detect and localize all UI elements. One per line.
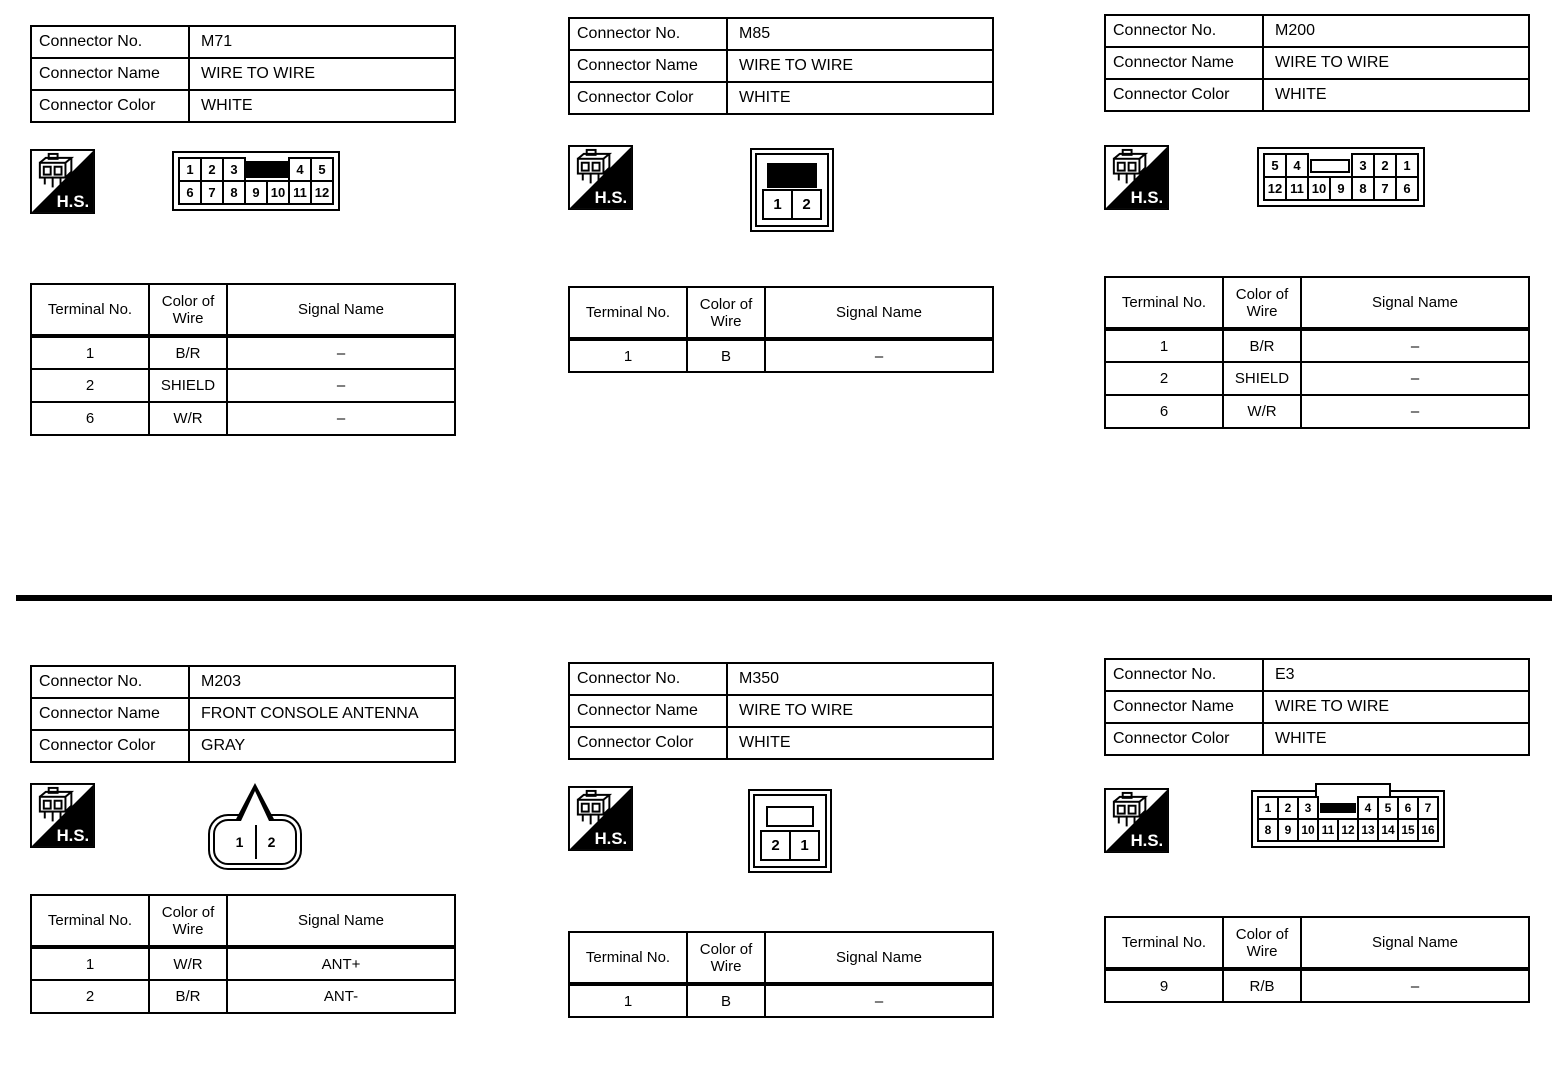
terminal-cell-signal-name: – bbox=[1301, 969, 1529, 1002]
terminal-cell-terminal-no: 1 bbox=[569, 984, 687, 1017]
terminal-table bbox=[30, 894, 456, 1014]
pin-row bbox=[178, 180, 334, 205]
connector-color-value: WHITE bbox=[1263, 79, 1529, 111]
terminal-cell-terminal-no: 1 bbox=[31, 336, 149, 369]
pin-10: 10 bbox=[1307, 176, 1331, 201]
keyway-block bbox=[1310, 159, 1350, 173]
terminal-table-body bbox=[31, 336, 455, 435]
connector-no-value: M200 bbox=[1263, 15, 1529, 47]
terminal-cell-terminal-no: 2 bbox=[31, 369, 149, 402]
pin-row bbox=[760, 801, 820, 832]
terminal-no-header: Terminal No. bbox=[569, 287, 687, 339]
terminal-table bbox=[1104, 916, 1530, 1003]
terminal-cell-terminal-no: 1 bbox=[569, 339, 687, 372]
keyway-block bbox=[767, 163, 817, 188]
connector-name-label: Connector Name bbox=[569, 50, 727, 82]
terminal-cell-terminal-no: 9 bbox=[1105, 969, 1223, 1002]
pin-row bbox=[1263, 153, 1419, 178]
connector-info-table bbox=[30, 665, 456, 763]
connector-info-table bbox=[568, 17, 994, 115]
color-of-wire-header: Color of Wire bbox=[149, 284, 227, 336]
pin-12: 12 bbox=[1337, 818, 1359, 842]
signal-name-header: Signal Name bbox=[227, 895, 455, 947]
pin-8: 8 bbox=[1257, 818, 1279, 842]
pin-6: 6 bbox=[1397, 796, 1419, 820]
hs-badge-label: H.S. bbox=[594, 829, 628, 849]
terminal-cell-terminal-no: 2 bbox=[31, 980, 149, 1013]
connector-no-label: Connector No. bbox=[569, 663, 727, 695]
pin-9: 9 bbox=[1277, 818, 1299, 842]
signal-name-header: Signal Name bbox=[1301, 917, 1529, 969]
pin-9: 9 bbox=[1329, 176, 1353, 201]
connector-color-value: WHITE bbox=[727, 727, 993, 759]
color-of-wire-header: Color of Wire bbox=[687, 287, 765, 339]
connector-section-m203 bbox=[30, 665, 462, 1014]
connector-no-row bbox=[569, 18, 993, 50]
pin-10: 10 bbox=[1297, 818, 1319, 842]
connector-color-label: Connector Color bbox=[31, 90, 189, 122]
connector-no-value: M85 bbox=[727, 18, 993, 50]
pin-3: 3 bbox=[222, 157, 246, 182]
connector-color-label: Connector Color bbox=[31, 730, 189, 762]
pin-row bbox=[178, 157, 334, 182]
pin-2: 2 bbox=[255, 825, 286, 859]
pin-2: 2 bbox=[1373, 153, 1397, 178]
connector-name-row bbox=[31, 58, 455, 90]
signal-name-header: Signal Name bbox=[765, 287, 993, 339]
terminal-cell-signal-name: – bbox=[227, 336, 455, 369]
connector-color-value: WHITE bbox=[1263, 723, 1529, 755]
pin-1: 1 bbox=[224, 825, 255, 859]
terminal-no-header: Terminal No. bbox=[569, 932, 687, 984]
pin-row bbox=[1257, 796, 1439, 820]
keyway-block bbox=[246, 161, 288, 178]
pin-row bbox=[760, 830, 820, 861]
pin-face-diagram bbox=[1257, 147, 1425, 207]
connector-info-table bbox=[568, 662, 994, 760]
pin-4: 4 bbox=[1357, 796, 1379, 820]
page-divider bbox=[16, 595, 1552, 601]
terminal-cell-signal-name: ANT+ bbox=[227, 947, 455, 980]
connector-name-row bbox=[31, 698, 455, 730]
hs-badge-label: H.S. bbox=[1130, 188, 1164, 208]
connector-name-value: WIRE TO WIRE bbox=[189, 58, 455, 90]
pin-face-diagram bbox=[172, 151, 340, 211]
pin-row bbox=[1263, 176, 1419, 201]
terminal-cell-color-of-wire: B bbox=[687, 339, 765, 372]
connector-color-row bbox=[1105, 79, 1529, 111]
terminal-row bbox=[31, 336, 455, 369]
connector-name-label: Connector Name bbox=[31, 58, 189, 90]
terminal-cell-signal-name: – bbox=[1301, 329, 1529, 362]
connector-section-m71 bbox=[30, 25, 462, 436]
terminal-row bbox=[1105, 362, 1529, 395]
signal-name-header: Signal Name bbox=[1301, 277, 1529, 329]
diagram-row bbox=[30, 149, 462, 214]
pin-8: 8 bbox=[1351, 176, 1375, 201]
terminal-header-row bbox=[31, 895, 455, 947]
pin-4: 4 bbox=[288, 157, 312, 182]
diagram-row bbox=[1104, 788, 1536, 853]
connector-info-table bbox=[1104, 658, 1530, 756]
terminal-cell-color-of-wire: W/R bbox=[149, 402, 227, 435]
pin-1: 1 bbox=[178, 157, 202, 182]
terminal-row bbox=[31, 369, 455, 402]
pin-row bbox=[762, 160, 822, 191]
diagram-row bbox=[1104, 145, 1536, 210]
signal-name-header: Signal Name bbox=[765, 932, 993, 984]
pin-2: 2 bbox=[1277, 796, 1299, 820]
connector-name-row bbox=[569, 695, 993, 727]
connector-no-value: E3 bbox=[1263, 659, 1529, 691]
pin-10: 10 bbox=[266, 180, 290, 205]
color-of-wire-header: Color of Wire bbox=[149, 895, 227, 947]
connector-name-value: WIRE TO WIRE bbox=[1263, 691, 1529, 723]
keyway-solid bbox=[244, 157, 290, 182]
connector-color-label: Connector Color bbox=[1105, 723, 1263, 755]
pin-1: 1 bbox=[1395, 153, 1419, 178]
connector-section-e3 bbox=[1104, 658, 1536, 1003]
color-of-wire-header: Color of Wire bbox=[1223, 917, 1301, 969]
pin-3: 3 bbox=[1351, 153, 1375, 178]
terminal-row bbox=[1105, 329, 1529, 362]
pin-2: 2 bbox=[760, 830, 791, 861]
pin-11: 11 bbox=[288, 180, 312, 205]
pin-6: 6 bbox=[178, 180, 202, 205]
connector-name-label: Connector Name bbox=[1105, 47, 1263, 79]
harness-side-view-badge bbox=[30, 149, 95, 214]
pin-row bbox=[224, 825, 286, 859]
terminal-cell-color-of-wire: B/R bbox=[1223, 329, 1301, 362]
keyway-block bbox=[1320, 803, 1356, 813]
connector-color-label: Connector Color bbox=[569, 727, 727, 759]
pin-5: 5 bbox=[1377, 796, 1399, 820]
terminal-row bbox=[569, 984, 993, 1017]
terminal-cell-signal-name: – bbox=[1301, 362, 1529, 395]
pin-7: 7 bbox=[1417, 796, 1439, 820]
terminal-cell-color-of-wire: W/R bbox=[1223, 395, 1301, 428]
pin-6: 6 bbox=[1395, 176, 1419, 201]
diagram-row bbox=[568, 145, 1000, 227]
pin-13: 13 bbox=[1357, 818, 1379, 842]
signal-name-header: Signal Name bbox=[227, 284, 455, 336]
connector-color-row bbox=[569, 82, 993, 114]
color-of-wire-header: Color of Wire bbox=[1223, 277, 1301, 329]
pin-12: 12 bbox=[1263, 176, 1287, 201]
connector-name-label: Connector Name bbox=[1105, 691, 1263, 723]
pin-5: 5 bbox=[1263, 153, 1287, 178]
harness-side-view-badge bbox=[568, 145, 633, 210]
pin-face-diagram bbox=[755, 153, 829, 227]
terminal-row bbox=[31, 947, 455, 980]
terminal-header-row bbox=[1105, 917, 1529, 969]
harness-side-view-badge bbox=[1104, 145, 1169, 210]
pin-15: 15 bbox=[1397, 818, 1419, 842]
hs-badge-label: H.S. bbox=[56, 192, 90, 212]
terminal-row bbox=[1105, 969, 1529, 1002]
connector-no-label: Connector No. bbox=[1105, 15, 1263, 47]
terminal-cell-color-of-wire: B/R bbox=[149, 980, 227, 1013]
pin-5: 5 bbox=[310, 157, 334, 182]
connector-no-row bbox=[31, 666, 455, 698]
connector-name-row bbox=[1105, 47, 1529, 79]
terminal-cell-color-of-wire: W/R bbox=[149, 947, 227, 980]
connector-color-row bbox=[31, 730, 455, 762]
keyway-solid bbox=[762, 160, 822, 191]
connector-info-table bbox=[1104, 14, 1530, 112]
terminal-cell-color-of-wire: B bbox=[687, 984, 765, 1017]
connector-section-m200 bbox=[1104, 14, 1536, 429]
terminal-row bbox=[31, 980, 455, 1013]
pin-8: 8 bbox=[222, 180, 246, 205]
connector-no-label: Connector No. bbox=[31, 26, 189, 58]
diagram-row bbox=[30, 783, 462, 865]
connector-name-value: WIRE TO WIRE bbox=[727, 695, 993, 727]
terminal-cell-color-of-wire: SHIELD bbox=[1223, 362, 1301, 395]
terminal-cell-color-of-wire: R/B bbox=[1223, 969, 1301, 1002]
terminal-cell-terminal-no: 1 bbox=[31, 947, 149, 980]
pin-1: 1 bbox=[1257, 796, 1279, 820]
connector-color-label: Connector Color bbox=[569, 82, 727, 114]
terminal-cell-color-of-wire: SHIELD bbox=[149, 369, 227, 402]
pin-11: 11 bbox=[1285, 176, 1309, 201]
connector-color-value: WHITE bbox=[727, 82, 993, 114]
terminal-header-row bbox=[1105, 277, 1529, 329]
keyway-solid bbox=[1317, 796, 1359, 820]
pin-7: 7 bbox=[1373, 176, 1397, 201]
pin-9: 9 bbox=[244, 180, 268, 205]
hs-badge-label: H.S. bbox=[594, 188, 628, 208]
connector-color-row bbox=[1105, 723, 1529, 755]
terminal-table-body bbox=[569, 984, 993, 1017]
pin-7: 7 bbox=[200, 180, 224, 205]
color-of-wire-header: Color of Wire bbox=[687, 932, 765, 984]
terminal-cell-signal-name: ANT- bbox=[227, 980, 455, 1013]
harness-side-view-badge bbox=[30, 783, 95, 848]
connector-no-row bbox=[569, 663, 993, 695]
pin-3: 3 bbox=[1297, 796, 1319, 820]
connector-name-label: Connector Name bbox=[569, 695, 727, 727]
pin-1: 1 bbox=[789, 830, 820, 861]
connector-no-label: Connector No. bbox=[31, 666, 189, 698]
connector-color-row bbox=[31, 90, 455, 122]
terminal-cell-signal-name: – bbox=[765, 984, 993, 1017]
connector-section-m350 bbox=[568, 662, 1000, 1018]
connector-no-value: M203 bbox=[189, 666, 455, 698]
connector-no-label: Connector No. bbox=[569, 18, 727, 50]
terminal-table-body bbox=[569, 339, 993, 372]
terminal-row bbox=[1105, 395, 1529, 428]
pin-row bbox=[762, 189, 822, 220]
pin-14: 14 bbox=[1377, 818, 1399, 842]
terminal-cell-terminal-no: 6 bbox=[31, 402, 149, 435]
connector-color-label: Connector Color bbox=[1105, 79, 1263, 111]
terminal-header-row bbox=[569, 287, 993, 339]
connector-no-row bbox=[1105, 15, 1529, 47]
terminal-table bbox=[568, 931, 994, 1018]
hs-badge-label: H.S. bbox=[1130, 831, 1164, 851]
pin-16: 16 bbox=[1417, 818, 1439, 842]
connector-name-value: WIRE TO WIRE bbox=[1263, 47, 1529, 79]
terminal-table bbox=[30, 283, 456, 436]
keyway-outline bbox=[760, 801, 820, 832]
connector-no-row bbox=[31, 26, 455, 58]
terminal-cell-terminal-no: 1 bbox=[1105, 329, 1223, 362]
connector-name-row bbox=[1105, 691, 1529, 723]
connector-no-label: Connector No. bbox=[1105, 659, 1263, 691]
connector-info-table bbox=[30, 25, 456, 123]
connector-name-row bbox=[569, 50, 993, 82]
terminal-no-header: Terminal No. bbox=[31, 895, 149, 947]
terminal-header-row bbox=[31, 284, 455, 336]
connector-no-value: M71 bbox=[189, 26, 455, 58]
terminal-no-header: Terminal No. bbox=[1105, 917, 1223, 969]
hs-badge-label: H.S. bbox=[56, 826, 90, 846]
pin-12: 12 bbox=[310, 180, 334, 205]
connector-name-label: Connector Name bbox=[31, 698, 189, 730]
connector-color-row bbox=[569, 727, 993, 759]
terminal-header-row bbox=[569, 932, 993, 984]
pin-row bbox=[1257, 818, 1439, 842]
terminal-table-body bbox=[31, 947, 455, 1013]
pin-face-diagram bbox=[213, 819, 297, 865]
pin-1: 1 bbox=[762, 189, 793, 220]
harness-side-view-badge bbox=[568, 786, 633, 851]
terminal-no-header: Terminal No. bbox=[31, 284, 149, 336]
pin-face-diagram bbox=[1251, 790, 1445, 848]
terminal-row bbox=[569, 339, 993, 372]
pin-4: 4 bbox=[1285, 153, 1309, 178]
terminal-table-body bbox=[1105, 329, 1529, 428]
connector-name-value: FRONT CONSOLE ANTENNA bbox=[189, 698, 455, 730]
terminal-cell-signal-name: – bbox=[227, 369, 455, 402]
connector-no-row bbox=[1105, 659, 1529, 691]
keyway-block bbox=[766, 806, 814, 827]
terminal-table-body bbox=[1105, 969, 1529, 1002]
terminal-cell-signal-name: – bbox=[765, 339, 993, 372]
keyway-outline bbox=[1307, 153, 1353, 178]
pin-2: 2 bbox=[200, 157, 224, 182]
pin-2: 2 bbox=[791, 189, 822, 220]
connector-name-value: WIRE TO WIRE bbox=[727, 50, 993, 82]
pin-11: 11 bbox=[1317, 818, 1339, 842]
terminal-table bbox=[568, 286, 994, 373]
terminal-cell-signal-name: – bbox=[227, 402, 455, 435]
connector-color-value: WHITE bbox=[189, 90, 455, 122]
terminal-row bbox=[31, 402, 455, 435]
terminal-no-header: Terminal No. bbox=[1105, 277, 1223, 329]
diagram-row bbox=[568, 786, 1000, 868]
terminal-cell-color-of-wire: B/R bbox=[149, 336, 227, 369]
pin-face-diagram bbox=[753, 794, 827, 868]
terminal-cell-terminal-no: 2 bbox=[1105, 362, 1223, 395]
connector-color-value: GRAY bbox=[189, 730, 455, 762]
connector-section-m85 bbox=[568, 17, 1000, 373]
terminal-cell-terminal-no: 6 bbox=[1105, 395, 1223, 428]
terminal-cell-signal-name: – bbox=[1301, 395, 1529, 428]
harness-side-view-badge bbox=[1104, 788, 1169, 853]
terminal-table bbox=[1104, 276, 1530, 429]
connector-no-value: M350 bbox=[727, 663, 993, 695]
